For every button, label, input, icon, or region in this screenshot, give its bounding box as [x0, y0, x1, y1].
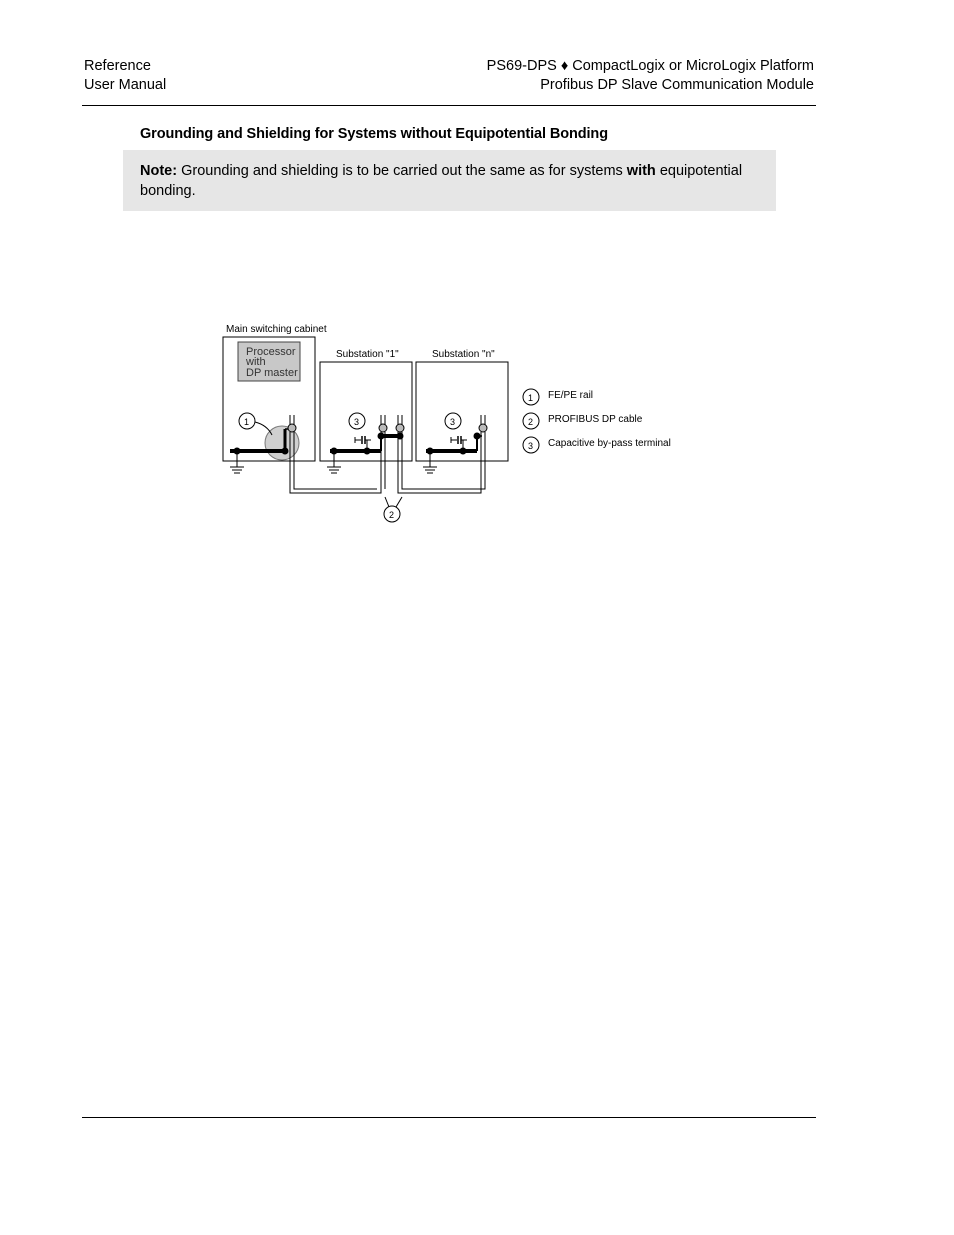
- callout-3-number: 3: [450, 417, 456, 427]
- callout-2-leader: [396, 497, 402, 507]
- header-divider: [82, 105, 816, 106]
- legend-1-number: 1: [528, 393, 534, 403]
- substation1-cable-connector: [396, 424, 404, 432]
- processor-line3: DP master: [246, 367, 298, 379]
- legend-item-2: [523, 413, 643, 429]
- header-user-manual: User Manual: [84, 77, 167, 93]
- note-text-after: equipotential bonding.: [140, 163, 743, 199]
- legend-2-label: PROFIBUS DP cable: [548, 414, 643, 425]
- substationn-cable-connector: [479, 424, 487, 432]
- header-module-title: Profibus DP Slave Communication Module: [540, 77, 814, 93]
- legend-item-3: [523, 437, 671, 453]
- main-cable-connector: [288, 424, 296, 432]
- note-box: [123, 150, 776, 211]
- note-emphasis: with: [626, 163, 656, 179]
- legend-3-label: Capacitive by-pass terminal: [548, 438, 671, 449]
- callout-2-number: 2: [389, 510, 395, 520]
- substationn-ground-icon: [423, 467, 437, 473]
- callout-3-number: 3: [354, 417, 360, 427]
- substation1-label: Substation "1": [336, 349, 399, 360]
- processor-line1: Processor: [246, 346, 296, 358]
- processor-line2: with: [246, 356, 266, 368]
- header-reference: Reference: [84, 58, 151, 74]
- header-left: [84, 57, 166, 95]
- note-label: Note:: [140, 163, 178, 179]
- substation1-ground-icon: [327, 467, 341, 473]
- substationn-box: [416, 362, 508, 461]
- footer-divider: [82, 1117, 816, 1118]
- callout-2-leader: [385, 497, 389, 507]
- grounding-diagram-svg: [215, 315, 695, 530]
- legend-3-number: 3: [528, 441, 534, 451]
- legend-item-1: [523, 389, 593, 405]
- main-cabinet-label: Main switching cabinet: [226, 324, 327, 335]
- grounding-diagram: [215, 315, 695, 535]
- substationn-label: Substation "n": [432, 349, 495, 360]
- substation1-cable-connector: [379, 424, 387, 432]
- legend-1-label: FE/PE rail: [548, 390, 594, 401]
- header-right: [487, 57, 814, 95]
- section-title: Grounding and Shielding for Systems without Equipotential Bonding: [140, 126, 608, 142]
- note-text-before: Grounding and shielding is to be carried out the same as for systems: [177, 163, 627, 179]
- callout-1-number: 1: [244, 417, 250, 427]
- note-text: [140, 161, 760, 201]
- legend-2-number: 2: [528, 417, 534, 427]
- header-product-title: PS69-DPS ♦ CompactLogix or MicroLogix Platform: [486, 58, 814, 74]
- main-ground-icon: [230, 467, 244, 473]
